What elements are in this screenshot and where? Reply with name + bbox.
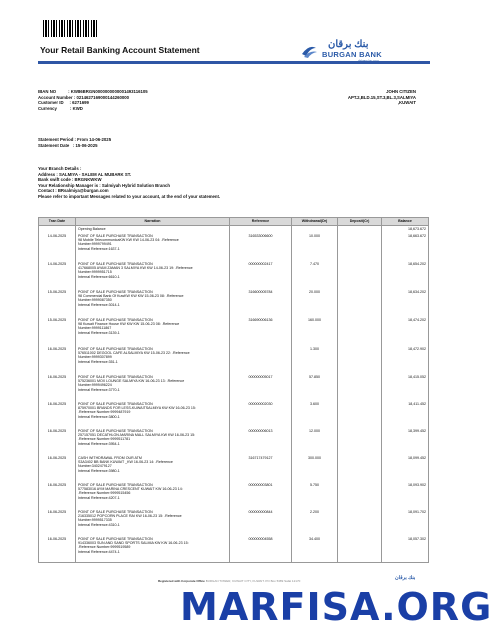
account-details xyxy=(38,89,148,111)
cell-withdrawal: 1.300 xyxy=(292,346,338,374)
cell-date: 15-06-2025 xyxy=(39,289,76,317)
cell-withdrawal: 2.200 xyxy=(292,509,338,536)
narration-line: POINT OF SALE PURCHASE TRANSACTION xyxy=(78,509,153,514)
narration-line: Internal Reference:3800-1 xyxy=(78,414,120,419)
currency-label: Currency xyxy=(38,105,57,111)
cell-deposit xyxy=(338,401,382,428)
cell-reference: 000000000844 xyxy=(230,509,292,536)
narration-line: Number:9999087350 xyxy=(78,298,112,303)
narration-line: .Reference Number:9999519589 xyxy=(78,545,131,550)
narration-line: 577583016 AYM MARINA CRESCENT KUWAIT KW 16-06-23 14: xyxy=(78,486,183,491)
cell-date: 16-06-2025 xyxy=(39,509,76,536)
cell-reference: 000000003801 xyxy=(230,482,292,509)
swift-label: Bank swift code xyxy=(38,177,71,183)
cell-balance: 18,654.202 xyxy=(382,261,429,289)
cell-balance: 18,399.452 xyxy=(382,428,429,455)
cell-deposit xyxy=(338,428,382,455)
cell-reference: 000000002030 xyxy=(230,401,292,428)
cell-date: 16-06-2025 xyxy=(39,374,76,401)
cell-narration xyxy=(76,536,230,563)
col-header-narration: Narration xyxy=(76,218,230,226)
cell-narration xyxy=(76,455,230,482)
narration-line: CASH WITHDRAWAL FROM OUR ATM xyxy=(78,455,142,460)
narration-line: 216335012 POPCORN PLACE RAI KW 16-06-23 15: .Reference xyxy=(78,513,182,518)
cell-withdrawal: 12.000 xyxy=(292,428,338,455)
cell-balance: 18,411.452 xyxy=(382,401,429,428)
cell-withdrawal: 300.000 xyxy=(292,455,338,482)
cell-withdrawal: 34.400 xyxy=(292,536,338,563)
cell-deposit xyxy=(338,536,382,563)
cell-deposit xyxy=(338,317,382,346)
statement-period-block xyxy=(38,137,111,148)
table-row xyxy=(39,401,429,428)
transactions-table xyxy=(38,217,429,563)
table-row xyxy=(39,536,429,563)
statement-title: Your Retail Banking Account Statement xyxy=(40,45,200,55)
table-row xyxy=(39,455,429,482)
cell-deposit xyxy=(338,455,382,482)
narration-line: Number:9999496224 xyxy=(78,383,112,388)
statement-notice: Please refer to important Messages related to your account, at the end of your statement. xyxy=(38,193,221,199)
cell-narration xyxy=(76,428,230,455)
narration-line: 257157051 DECATHLON-MARINA MALL SALMIYA KW KW 16-06-23 15: xyxy=(78,432,196,437)
table-row xyxy=(39,317,429,346)
narration-line: POINT OF SALE PURCHASE TRANSACTION xyxy=(78,289,153,294)
branch-address-value: : SALMIYA - SALEM AL MUBARK ST. xyxy=(56,171,132,177)
narration-line: Internal Reference:6610-1 xyxy=(78,274,120,279)
narration-line: Number:9999951715 xyxy=(78,270,112,275)
table-row xyxy=(39,482,429,509)
cell-deposit xyxy=(338,289,382,317)
narration-line: 875970001 BRANDS FOR LESS-KUWAITSALMIYA KW KW 16-06-23 15: xyxy=(78,405,196,410)
contact-value[interactable]: : BRsalmiya@burgan.com xyxy=(55,188,109,194)
cell-narration xyxy=(76,261,230,289)
watermark: MARFISA.ORG xyxy=(180,585,492,629)
cell-withdrawal: 57.850 xyxy=(292,374,338,401)
cell-date: 16-06-2025 xyxy=(39,346,76,374)
cell-narration xyxy=(76,482,230,509)
cell-withdrawal: 5.750 xyxy=(292,482,338,509)
cell-reference: 000000002417 xyxy=(230,261,292,289)
narration-line: 98 Commercial Bank Of KuwKW KW KW 15-06-23 08: .Reference xyxy=(78,293,184,298)
customer-id-value: : 6271699 xyxy=(69,100,89,106)
cell-balance: 18,472.902 xyxy=(382,346,429,374)
cell-reference: 316690006136 xyxy=(230,317,292,346)
footer-registered: Registered with Corporate Office xyxy=(158,579,205,583)
col-header-withdrawal: Withdrawal(Dr) xyxy=(292,218,338,226)
cell-withdrawal xyxy=(292,226,338,233)
customer-address-line1: APT.2,BLD.15,ST.3,BL.3,SALMIYA xyxy=(347,94,416,100)
cell-date: 14-06-2025 xyxy=(39,233,76,261)
cell-narration xyxy=(76,289,230,317)
table-row xyxy=(39,428,429,455)
narration-line: Internal Reference:3954-1 xyxy=(78,441,120,446)
period-value: : From 14-06-2025 xyxy=(74,137,112,142)
narration-line: Internal Reference:3139-1 xyxy=(78,330,120,335)
cell-date: 14-06-2025 xyxy=(39,261,76,289)
cell-deposit xyxy=(338,509,382,536)
narration-line: 98 Kuwait Finance House KW KW KW 15-06-23 08: .Reference xyxy=(78,321,180,326)
narration-line: POINT OF SALE PURCHASE TRANSACTION xyxy=(78,233,153,238)
cell-narration xyxy=(76,226,230,233)
cell-balance: 18,673.672 xyxy=(382,226,429,233)
cell-withdrawal: 20.000 xyxy=(292,289,338,317)
narration-line: POINT OF SALE PURCHASE TRANSACTION xyxy=(78,482,153,487)
customer-name: JOHN CITIZEN xyxy=(386,89,416,94)
cell-balance: 18,474.202 xyxy=(382,317,429,346)
branch-details xyxy=(38,166,220,200)
table-row xyxy=(39,509,429,536)
branch-address-label: Address xyxy=(38,171,56,177)
cell-balance: 18,093.902 xyxy=(382,482,429,509)
statement-date-label: Statement Date xyxy=(38,142,70,148)
cell-reference: 316533006600 xyxy=(230,233,292,261)
cell-deposit xyxy=(338,482,382,509)
narration-line: POINT OF SALE PURCHASE TRANSACTION xyxy=(78,374,153,379)
cell-date: 16-06-2025 xyxy=(39,482,76,509)
col-header-balance: Balance xyxy=(382,218,429,226)
table-row xyxy=(39,289,429,317)
statement-date-value: : 15-06-2025 xyxy=(72,142,98,148)
narration-line: Number:9999517335 xyxy=(78,518,112,523)
narration-line: Internal Reference:3014-1 xyxy=(78,302,120,307)
cell-date: 16-06-2025 xyxy=(39,428,76,455)
manager-label: Your Relationship Manager is xyxy=(38,182,99,188)
branch-heading: Your Branch Details : xyxy=(38,166,82,171)
cell-reference: 000000006013 xyxy=(230,428,292,455)
table-row xyxy=(39,233,429,261)
table-row xyxy=(39,374,429,401)
narration-line: POINT OF SALE PURCHASE TRANSACTION xyxy=(78,536,153,541)
customer-id-label: Customer ID xyxy=(38,100,64,106)
col-header-date: Tran Date xyxy=(39,218,76,226)
narration-line: Opening Balance xyxy=(78,227,106,231)
cell-withdrawal: 3.600 xyxy=(292,401,338,428)
narration-line: Internal Reference:4474-1 xyxy=(78,549,120,554)
iban-value: : KW86BRGN0000000000001493116105 xyxy=(68,89,148,94)
cell-reference: 316600005784 xyxy=(230,289,292,317)
cell-balance: 18,057.302 xyxy=(382,536,429,563)
footer-bank-logo: بنك برقان xyxy=(395,575,416,581)
cell-reference: 000000004558 xyxy=(230,536,292,563)
narration-line: 98 Mobile TelecommunicaKW KW KW 14-06-23 04: .Reference xyxy=(78,237,179,242)
contact-label: Contact xyxy=(38,188,54,194)
cell-balance: 18,663.672 xyxy=(382,233,429,261)
narration-line: Number:9999307899 xyxy=(78,355,112,360)
cell-deposit xyxy=(338,261,382,289)
cell-narration xyxy=(76,374,230,401)
narration-line: 576511002 DEGOOL CAFE ALSALMIYA KW 15-06-23 22: .Reference xyxy=(78,350,190,355)
narration-line: Internal Reference:3980-1 xyxy=(78,468,120,473)
iban-label: IBAN NO xyxy=(38,89,57,94)
account-number-value: : 0214627169000144260000 xyxy=(73,94,130,100)
cell-narration xyxy=(76,401,230,428)
title-divider xyxy=(38,61,430,64)
narration-line: Internal Reference:1637-1 xyxy=(78,246,120,251)
cell-narration xyxy=(76,346,230,374)
cell-deposit xyxy=(338,346,382,374)
swift-value: : BRGNKWKW xyxy=(71,177,102,183)
cell-deposit xyxy=(338,233,382,261)
cell-balance: 18,091.702 xyxy=(382,509,429,536)
cell-narration xyxy=(76,509,230,536)
currency-value: : KWD xyxy=(70,105,83,111)
footer-details: BURGAN TOWER, KUWAIT CITY, KUWAIT. PO Box 5389 Safat 12170 xyxy=(205,579,301,583)
cell-date: 16-06-2025 xyxy=(39,455,76,482)
narration-line: POINT OF SALE PURCHASE TRANSACTION xyxy=(78,317,153,322)
narration-line: Number:3402479127 xyxy=(78,464,112,469)
narration-line: POINT OF SALE PURCHASE TRANSACTION xyxy=(78,346,153,351)
customer-block xyxy=(330,89,416,106)
table-row xyxy=(39,346,429,374)
narration-line: Number:9999111867 xyxy=(78,326,112,331)
cell-deposit xyxy=(338,374,382,401)
cell-withdrawal: 7.470 xyxy=(292,261,338,289)
period-label: Statement Period xyxy=(38,137,74,142)
cell-reference: 316717479127 xyxy=(230,455,292,482)
narration-line: 417668005 AYAM ZAMAN 3 SALMIYA KW KW 14-06-23 19: .Reference xyxy=(78,265,193,270)
narration-line: 914336003 SUN AND SAND SPORTS SALMIA KW KW 16-06-23 15: xyxy=(78,540,189,545)
transactions-body xyxy=(39,226,429,563)
cell-date: 16-06-2025 xyxy=(39,401,76,428)
manager-value: : Salmiyah Hybrid Solution Branch xyxy=(99,182,170,188)
cell-balance: 18,099.452 xyxy=(382,455,429,482)
footer xyxy=(158,579,300,583)
table-row xyxy=(39,261,429,289)
bank-name: BURGAN BANK xyxy=(322,50,382,59)
narration-line: POINT OF SALE PURCHASE TRANSACTION xyxy=(78,401,153,406)
narration-line: .Reference Number:9999515456 xyxy=(78,491,131,496)
cell-narration xyxy=(76,317,230,346)
cell-balance: 18,415.052 xyxy=(382,374,429,401)
burgan-logo-icon xyxy=(300,42,318,60)
narration-line: S3A3402 BB BANK KUWAIT _KW 16-06-23 14: .Reference xyxy=(78,459,173,464)
narration-line: POINT OF SALE PURCHASE TRANSACTION xyxy=(78,261,153,266)
col-header-reference: Reference xyxy=(230,218,292,226)
narration-line: POINT OF SALE PURCHASE TRANSACTION xyxy=(78,428,153,433)
cell-date: 16-06-2025 xyxy=(39,536,76,563)
cell-reference: 000000005017 xyxy=(230,374,292,401)
table-row xyxy=(39,226,429,233)
narration-line: 575236001 MOX LOUNGE SALMIYA KW 16-06-23 13: .Reference xyxy=(78,378,185,383)
narration-line: .Reference Number:9999487919 xyxy=(78,410,131,415)
cell-reference xyxy=(230,346,292,374)
narration-line: Number:9999799491 xyxy=(78,242,112,247)
account-number-label: Account Number xyxy=(38,94,73,100)
narration-line: .Reference Number:9999511781 xyxy=(78,437,131,442)
cell-reference xyxy=(230,226,292,233)
col-header-deposit: Deposit(Cr) xyxy=(338,218,382,226)
cell-withdrawal: 10.000 xyxy=(292,233,338,261)
cell-deposit xyxy=(338,226,382,233)
narration-line: Internal Reference:3770-1 xyxy=(78,387,120,392)
cell-date xyxy=(39,226,76,233)
customer-address-line2: ,KUWAIT xyxy=(397,100,416,106)
bank-name-arabic: بنك برقان xyxy=(328,39,369,50)
cell-narration xyxy=(76,233,230,261)
narration-line: Internal Reference:4310-1 xyxy=(78,522,120,527)
barcode xyxy=(43,20,98,37)
narration-line: Internal Reference:351-1 xyxy=(78,359,118,364)
cell-balance: 18,634.202 xyxy=(382,289,429,317)
cell-withdrawal: 160.000 xyxy=(292,317,338,346)
table-header-row xyxy=(39,218,429,226)
cell-date: 15-06-2025 xyxy=(39,317,76,346)
narration-line: Internal Reference:4207-1 xyxy=(78,495,120,500)
